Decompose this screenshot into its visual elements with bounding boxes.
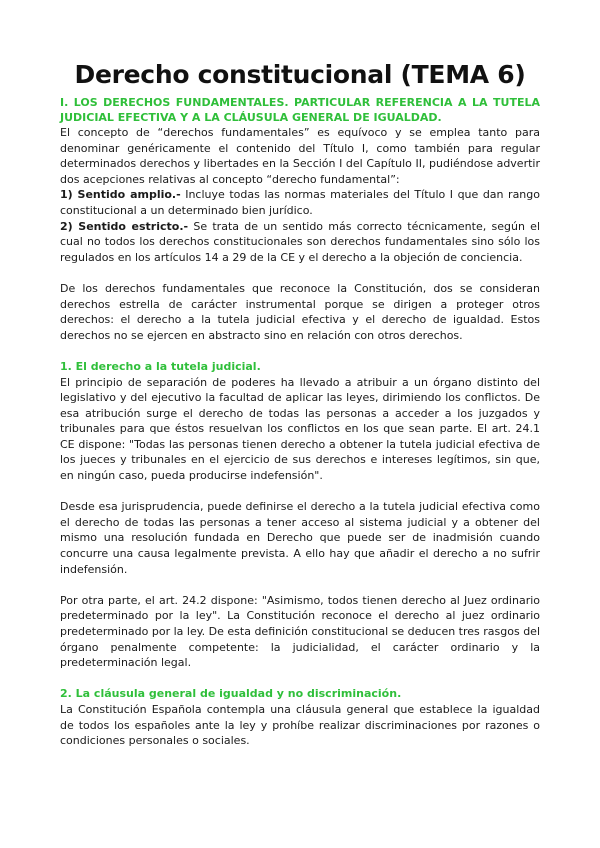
paragraph-clausula-igualdad: La Constitución Española contempla una cláusula general que establece la igualdad de todos los españoles ante la ley y prohíbe realizar discriminaciones por razones o condiciones personales o sociales. [60, 702, 540, 748]
label-sentido-estricto: 2) Sentido estricto.- [60, 219, 189, 233]
spacer [60, 484, 540, 500]
spacer [60, 671, 540, 687]
section-heading-igualdad: 2. La cláusula general de igualdad y no discriminación. [60, 687, 402, 701]
paragraph-sentido-estricto [60, 219, 540, 266]
paragraph-intro: El concepto de “derechos fundamentales” es equívoco y se emplea tanto para denominar genéricamente el contenido del Título I, como también para regular determinados derechos y libertades en la Sección I del Capítulo II, pudiéndose advertir dos acepciones relativas al concepto “derecho fundamental”: [60, 126, 540, 186]
paragraph-sentido-amplio [60, 187, 540, 218]
text-sentido-amplio: Incluye todas las normas materiales del Título I que dan rango constitucional a un determinado bien jurídico. [60, 188, 540, 217]
paragraph-separacion-poderes: El principio de separación de poderes ha llevado a atribuir a un órgano distinto del legislativo y del ejecutivo la facultad de aplicar las leyes, dirimiendo los conflictos. De esa atribución surge el derecho de todas las personas a acceder a los juzgados y tribunales para que éstos resuelvan los conflictos en los que sean parte. El art. 24.1 CE dispone: "Todas las personas tienen derecho a obtener la tutela judicial efectiva de los jueces y tribunales en el ejercicio de sus derechos e intereses legítimos, sin que, en ningún caso, pueda producirse indefensión". [60, 375, 540, 483]
text-sentido-estricto: Se trata de un sentido más correcto técnicamente, según el cual no todos los derechos constitucionales son derechos fundamentales sino sólo los regulados en los artículos 14 a 29 de la CE y el derecho a la objeción de conciencia. [60, 219, 540, 264]
paragraph-derechos-estrella: De los derechos fundamentales que reconoce la Constitución, dos se consideran derechos estrella de carácter instrumental porque se dirigen a proteger otros derechos: el derecho a la tutela judicial efectiva y el derecho de igualdad. Estos derechos no se ejercen en abstracto sino en relación con otros derechos. [60, 281, 540, 342]
section-heading-tutela-judicial: 1. El derecho a la tutela judicial. [60, 359, 261, 373]
page-title: Derecho constitucional (TEMA 6) [74, 60, 526, 89]
section-heading-derechos-fundamentales: I. LOS DERECHOS FUNDAMENTALES. PARTICULAR REFERENCIA A LA TUTELA JUDICIAL EFECTIVA Y A LA CLÁUSULA GENERAL DE IGUALDAD. [60, 96, 540, 124]
paragraph-juez-ordinario: Por otra parte, el art. 24.2 dispone: "Asimismo, todos tienen derecho al Juez ordinario predeterminado por la ley". La Constitución reconoce el derecho al juez ordinario predeterminado por la ley. De esta definición constitucional se deducen tres rasgos del órgano penalmente competente: la judicialidad, el carácter ordinario y la predeterminación legal. [60, 593, 541, 670]
spacer [60, 265, 540, 281]
label-sentido-amplio: 1) Sentido amplio.- [60, 188, 181, 202]
paragraph-jurisprudencia: Desde esa jurisprudencia, puede definirse el derecho a la tutela judicial efectiva como el derecho de todas las personas a tener acceso al sistema judicial y a obtener del mismo una resolución fundada en Derecho que puede ser de inadmisión cuando concurre una causa legalmente prevista. A ello hay que añadir el derecho a no sufrir indefensión. [60, 500, 540, 576]
spacer [60, 577, 540, 593]
spacer [60, 343, 540, 359]
